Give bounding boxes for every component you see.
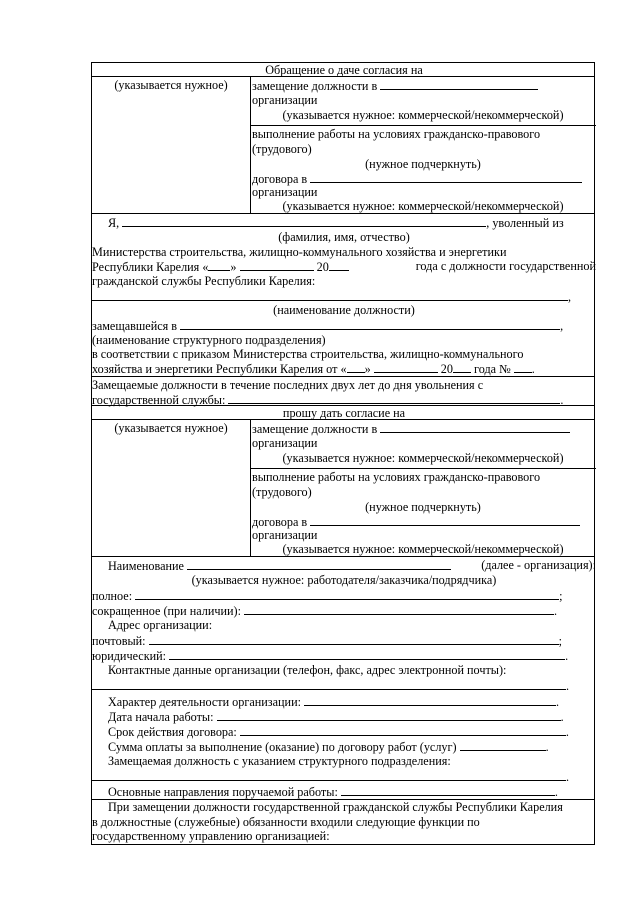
civil-service-text: гражданской службы Республики Карелия: (92, 274, 316, 288)
contract-type: (трудового) (252, 485, 312, 499)
org-name-field[interactable] (380, 421, 570, 433)
postal-line: почтовый: ; (92, 634, 562, 648)
org-name-field[interactable] (187, 558, 451, 570)
order-text: в соответствии с приказом Министерства строительства, жилищно-коммунального (92, 347, 524, 361)
contract-term-field[interactable] (240, 724, 566, 736)
request-title: прошу дать согласие на (282, 406, 406, 420)
new-position-field[interactable] (92, 769, 566, 781)
option-position-text: замещение должности в (252, 421, 570, 437)
activity-line: Характер деятельности организации: . (108, 695, 560, 709)
contract-org-field[interactable] (310, 171, 582, 183)
org-name-line: Наименование (далее - организация): (108, 558, 596, 573)
contacts-field[interactable] (92, 678, 566, 690)
contacts-line: . (92, 678, 569, 694)
position-label: Замещаемая должность с указанием структурного подразделения: (108, 754, 451, 768)
org-short-name-field[interactable] (244, 603, 554, 615)
start-date-field[interactable] (217, 709, 561, 721)
held-positions-field[interactable] (228, 392, 560, 404)
org-name-field[interactable] (380, 78, 538, 90)
underline-hint: (нужное подчеркнуть) (365, 157, 481, 171)
contract-type: (трудового) (252, 142, 312, 156)
org-full-name-field[interactable] (135, 588, 559, 600)
org-label: организации (252, 185, 318, 199)
legal-line: юридический: . (92, 649, 569, 663)
short-name-line: сокращенное (при наличии): . (92, 604, 558, 618)
form-title: Обращение о даче согласия на (265, 63, 423, 77)
day-field[interactable] (208, 259, 230, 271)
order-date-line: хозяйства и энергетики Республики Карелия от « » 20 года № . (92, 362, 535, 376)
org-name-hint: (указывается нужное: работодателя/заказчика/подрядчика) (191, 573, 497, 587)
org-type-hint: (указывается нужное: коммерческой/некоммерческой) (282, 451, 564, 465)
underline-hint: (нужное подчеркнуть) (365, 500, 481, 514)
ministry-text: Министерства строительства, жилищно-коммунального хозяйства и энергетики (92, 245, 507, 259)
held-positions-line: государственной службы: . (92, 393, 564, 407)
payment-sum-field[interactable] (460, 739, 546, 751)
term-line: Срок действия договора: . (108, 725, 569, 739)
functions-text: При замещении должности государственной гражданской службы Республики Карелия (108, 800, 563, 814)
applicant-line: Я, , уволенный из (108, 216, 564, 230)
order-year-field[interactable] (453, 361, 471, 373)
contract-org-field[interactable] (310, 514, 580, 526)
dismissal-date-line: Республики Карелия « » 20 года с должности государственной (92, 259, 596, 274)
activity-field[interactable] (304, 694, 556, 706)
legal-address-field[interactable] (169, 648, 565, 660)
directions-line: Основные направления поручаемой работы: . (108, 785, 558, 799)
option-hint: (указывается нужное) (114, 421, 228, 435)
position-line: . (92, 769, 569, 785)
department-field[interactable] (180, 318, 560, 330)
functions-text: в должностные (служебные) обязанности входили следующие функции по (92, 815, 480, 829)
cell-divider (250, 468, 596, 469)
org-label: организации (252, 436, 318, 450)
option-position-text: замещение должности в (252, 78, 538, 94)
option-hint: (указывается нужное) (114, 78, 228, 92)
department-line: замещавшейся в , (92, 319, 564, 333)
consent-form (91, 62, 595, 845)
org-type-hint: (указывается нужное: коммерческой/некоммерческой) (282, 199, 564, 213)
work-directions-field[interactable] (341, 784, 555, 796)
address-label: Адрес организации: (108, 618, 213, 632)
org-label: организации (252, 93, 318, 107)
full-name-line: полное: ; (92, 589, 563, 603)
postal-address-field[interactable] (149, 633, 559, 645)
start-date-line: Дата начала работы: . (108, 710, 564, 724)
position-field[interactable] (92, 289, 568, 301)
org-label: организации (252, 528, 318, 542)
contacts-label: Контактные данные организации (телефон, факс, адрес электронной почты): (108, 663, 507, 677)
org-type-hint: (указывается нужное: коммерческой/некоммерческой) (282, 542, 564, 556)
column-divider (250, 419, 251, 556)
held-positions-text: Замещаемые должности в течение последних двух лет до дня увольнения с (92, 378, 484, 392)
org-type-hint: (указывается нужное: коммерческой/некоммерческой) (282, 108, 564, 122)
sum-line: Сумма оплаты за выполнение (оказание) по договору работ (услуг) . (108, 740, 549, 754)
department-hint: (наименование структурного подразделения) (92, 333, 326, 347)
full-name-hint: (фамилия, имя, отчество) (278, 230, 410, 244)
option-contract-text: выполнение работы на условиях гражданско-правового (252, 127, 541, 141)
year-field[interactable] (329, 259, 349, 271)
position-line: , (92, 289, 571, 305)
cell-divider (250, 125, 596, 126)
column-divider (250, 76, 251, 213)
order-day-field[interactable] (347, 361, 365, 373)
month-field[interactable] (240, 259, 314, 271)
full-name-field[interactable] (122, 215, 486, 227)
option-contract-text: выполнение работы на условиях гражданско-правового (252, 470, 541, 484)
functions-text: государственному управлению организацией: (92, 829, 330, 843)
order-number-field[interactable] (514, 361, 532, 373)
order-month-field[interactable] (374, 361, 438, 373)
contract-org-text: договора в (252, 514, 580, 530)
position-hint: (наименование должности) (273, 303, 415, 317)
contract-org-text: договора в (252, 171, 582, 187)
